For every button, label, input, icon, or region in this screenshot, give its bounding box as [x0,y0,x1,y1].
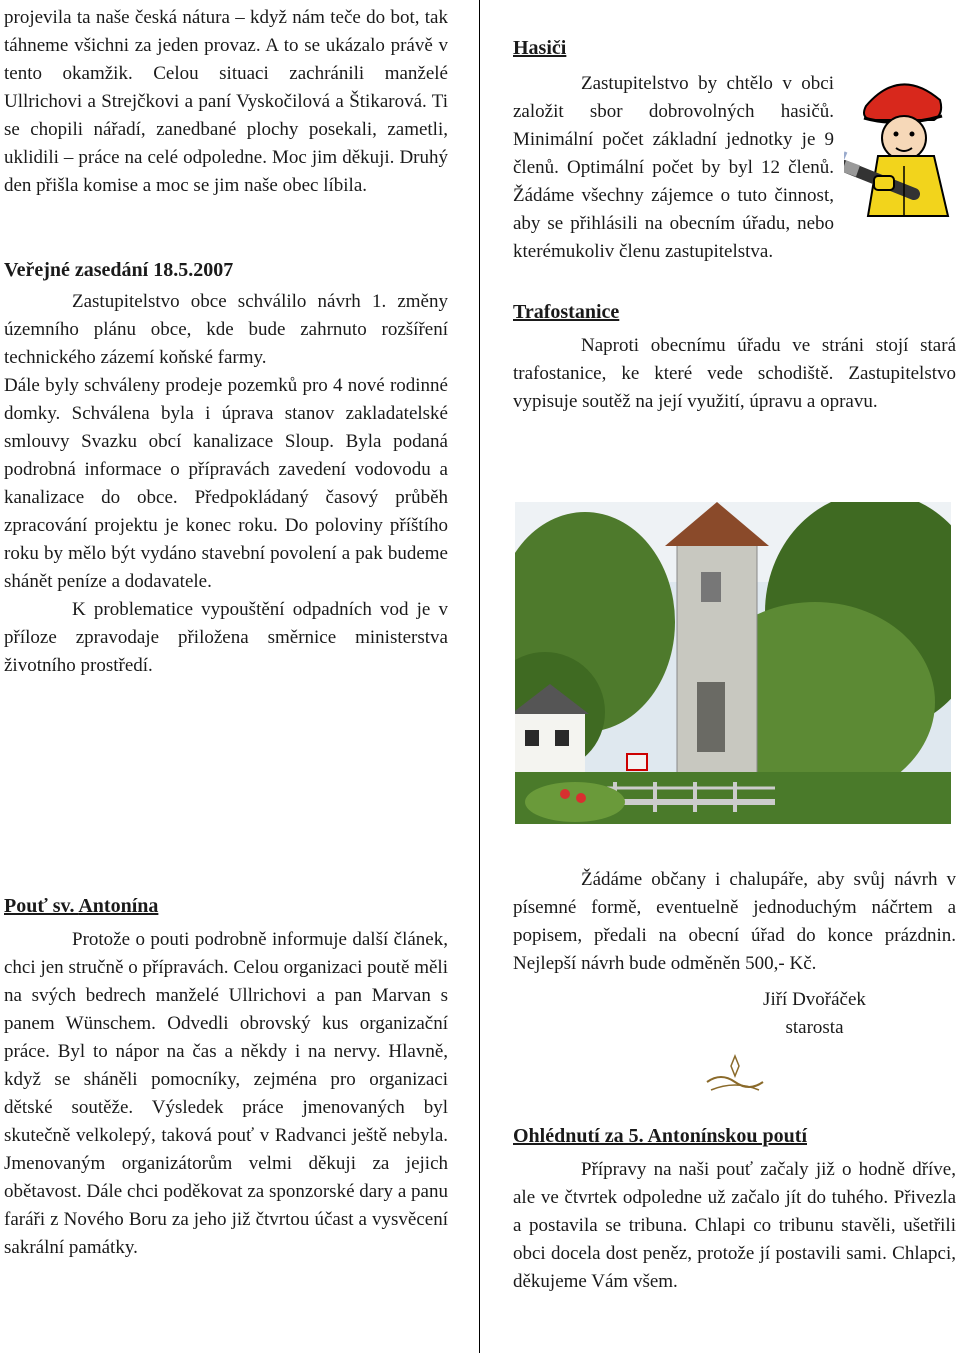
transformer-station-photo [515,502,951,824]
heading-pilgrimage-prefix: Pouť sv. [4,895,79,917]
paragraph-pilgrimage: Protože o pouti podrobně informuje další článek, chci jen stručně o přípravách. Celou organizaci poutě měli na svých bedrech manželé Ullrichovi a pan Marvan s panem Wünschem. Odvedli obrovský kus organizační práce. Byl to nápor na čas a někdy i na nervy. Hlavně, když se sháněli pomocníky, zejména pro organizaci dětské soutěže. Výsledek práce jmenovaných byl skutečně velkolepý, taková pouť v Radvanci ještě nebyla. Jmenovaným organizátorům velmi děkuji za jejich obětavost. Dále chci poděkovat za sponzorské dary a panu faráři z Nového Boru za jeho již čtvrtou účast a vysvěcení sakrální památky. [4,929,448,1258]
paragraph-cleanup: projevila ta naše česká nátura – když nám teče do bot, tak táhneme všichni za jeden provaz. A to se ukázalo právě v tento okamžik. Celou situaci zachránili manželé Ullrichovi a Strejčkovi a paní Vyskočilová a Štikarová. Ti se chopili nářadí, zanedbané plochy posekali, zametli, uklidili – práce na celé odpoledne. Moc jim děkuji. Druhý den přišla komise a moc se jim naše obec líbila. [4,7,448,196]
column-divider [479,0,480,1353]
paragraph-submission-request: Žádáme občany i chalupáře, aby svůj návrh v písemné formě, eventuelně jednoduchým náčrtem a popisem, předali na obecní úřad do konce prázdnin. Nejlepší návrh bude odměněn 500,- Kč. [513,869,956,974]
firefighter-illustration [844,70,956,218]
heading-retrospective: Ohlédnutí za 5. Antonínskou poutí [513,1125,807,1147]
left-top-column [4,4,448,680]
paragraph-firemen: Zastupitelstvo by chtělo v obci založit sbor dobrovolných hasičů. Minimální počet základní jednotky je 9 členů. Optimální počet by byl 12 členů. Žádáme všechny zájemce o tuto činnost, aby se přihlásili na obecním úřadu, nebo kterémukoliv členu zastupitelstva. [513,73,834,262]
ornament-flourish-icon [703,1052,767,1096]
signature-role: starosta [785,1017,844,1038]
paragraph-retrospective: Přípravy na naši pouť začaly již o hodně dříve, ale ve čtvrtek odpoledne už začalo jít do tuhého. Přivezla a postavila se tribuna. Chlapi co tribunu stavěli, ušetřili obci docela dost peněz, protože jí postavili sami. Chlapci, děkujeme Vám všem. [513,1159,956,1292]
heading-trafo: Trafostanice [513,301,620,323]
right-bottom-column [513,866,956,1296]
paragraph-meeting-plan: Zastupitelstvo obce schválilo návrh 1. změny územního plánu obce, kde bude zahrnuto rozšíření technického zázemí koňské farmy. [4,291,448,368]
paragraph-meeting-details: Dále byly schváleny prodeje pozemků pro 4 nové rodinné domky. Schválena byla i úprava stanov zakladatelské smlouvy Svazku obcí kanalizace Sloup. Byla podaná podrobná informace o přípravách zavedení vodovodu a kanalizace do obce. Předpokládaný časový průběh zpracování projektu je konec roku. Do poloviny příštího roku by mělo být vydáno stavební povolení a pak budeme shánět peníze a dodavatele. [4,375,448,592]
heading-pilgrimage-name: Antonína [78,895,159,917]
left-bottom-column [4,892,448,1262]
right-top-column [513,34,956,416]
paragraph-meeting-wastewater: K problematice vypouštění odpadních vod je v příloze zpravodaje přiložena směrnice ministerstva životního prostředí. [4,599,448,676]
paragraph-trafo: Naproti obecnímu úřadu ve stráni stojí stará trafostanice, ke které vede schodiště. Zastupitelstvo vypisuje soutěž na její využití, úpravu a opravu. [513,335,956,412]
ornament [703,1052,956,1102]
heading-pilgrimage [4,892,448,920]
signature-name: Jiří Dvořáček [763,989,866,1010]
heading-public-meeting: Veřejné zasedání 18.5.2007 [4,259,234,281]
heading-firemen: Hasiči [513,37,567,59]
